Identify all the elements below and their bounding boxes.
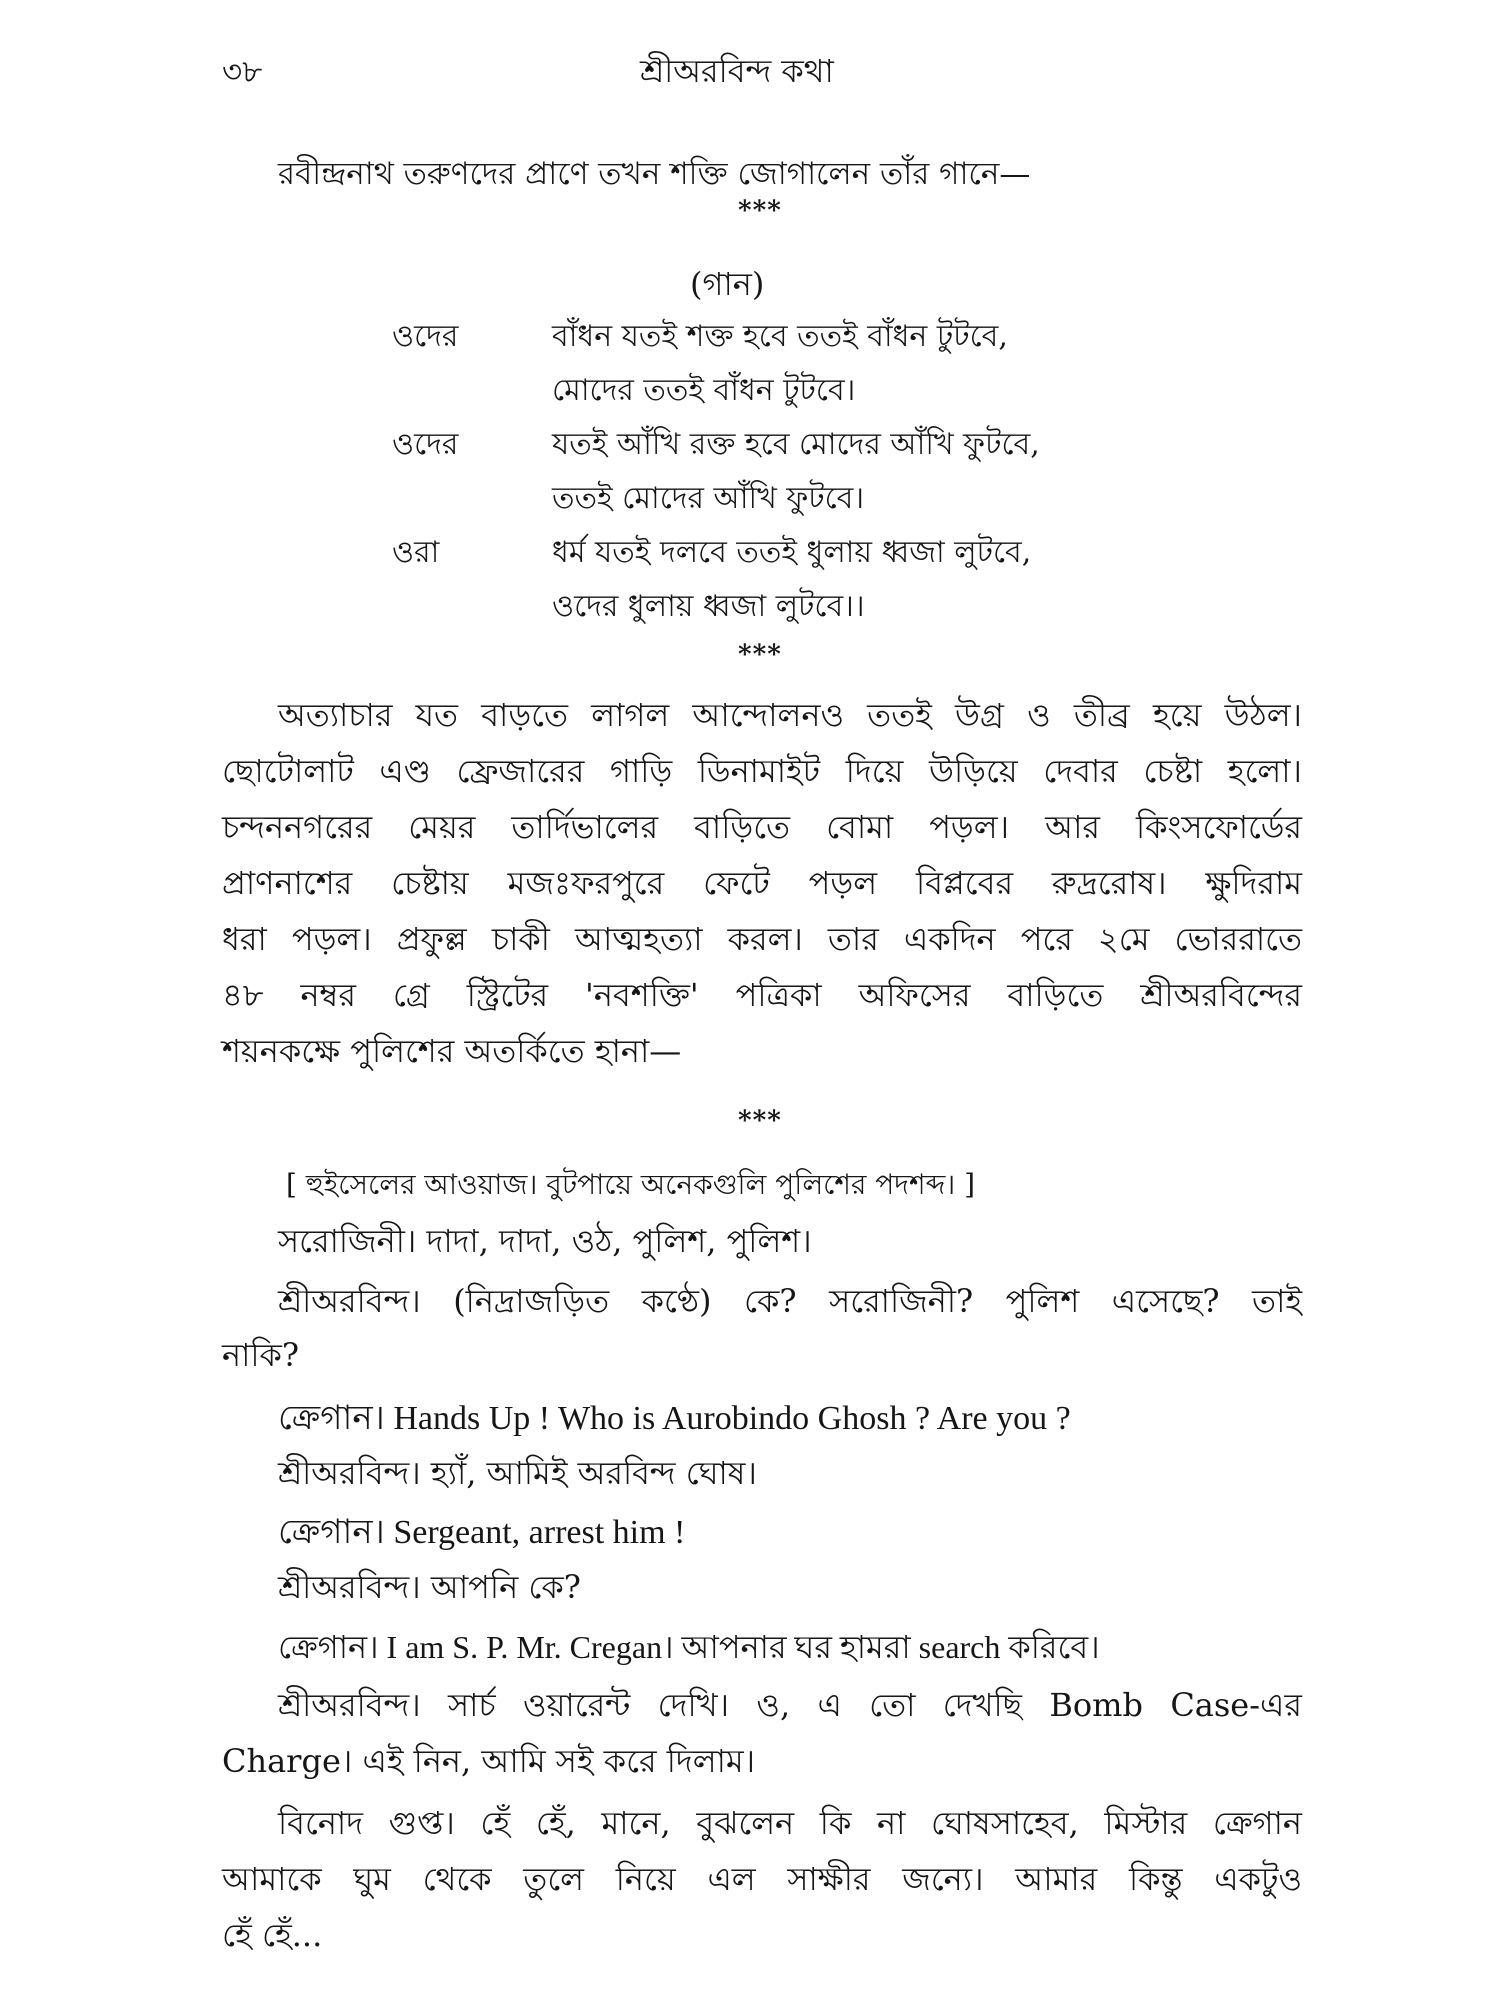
dialogue-line: ক্রেগান। Hands Up ! Who is Aurobindo Ghosh ? Are you ? [278,1400,1071,1437]
song-line: বাঁধন যতই শক্ত হবে ততই বাঁধন টুটবে, [552,319,1008,354]
dialogue-line: বিনোদ গুপ্ত। হেঁ হেঁ, মানে, বুঝলেন কি না ঘোষসাহেব, মিস্টার ক্রেগান [278,1804,1302,1842]
running-title: শ্রীঅরবিন্দ কথা [640,52,834,90]
song-line: ততই মোদের আঁখি ফুটবে। [552,481,865,516]
song-line: ওদের ধুলায় ধ্বজা লুটবে।। [552,589,865,624]
dialogue-line: শ্রীঅরবিন্দ। হ্যাঁ, আমিই অরবিন্দ ঘোষ। [278,1454,757,1492]
paragraph-line: শয়নকক্ষে পুলিশের অতর্কিতে হানা— [222,1032,682,1070]
section-separator: *** [738,1106,782,1136]
song-line: মোদের ততই বাঁধন টুটবে। [552,373,856,408]
section-separator: *** [738,640,782,670]
paragraph-line: অত্যাচার যত বাড়তে লাগল আন্দোলনও ততই উগ্র ও তীব্র হয়ে উঠল। [278,696,1302,734]
dialogue-line: সরোজিনী। দাদা, দাদা, ওঠ, পুলিশ, পুলিশ। [278,1222,812,1260]
song-line: যতই আঁখি রক্ত হবে মোদের আঁখি ফুটবে, [552,427,1040,462]
paragraph-line: ছোটোলাট এণ্ড ফ্রেজারের গাড়ি ডিনামাইট দিয়ে উড়িয়ে দেবার চেষ্টা হলো। [222,752,1302,790]
dialogue-line: নাকি? [222,1336,300,1374]
intro-line: রবীন্দ্রনাথ তরুণদের প্রাণে তখন শক্তি জোগালেন তাঁর গানে— [278,156,1031,192]
paragraph-line: ৪৮ নম্বর গ্রে স্ট্রিটের 'নবশক্তি' পত্রিকা অফিসের বাড়িতে শ্রীঅরবিন্দের [222,976,1302,1014]
song-title: (গান) [690,265,765,303]
dialogue-line: ক্রেগান। Sergeant, arrest him ! [278,1514,686,1551]
dialogue-line: Charge। এই নিন, আমি সই করে দিলাম। [222,1742,756,1780]
paragraph-line: প্রাণনাশের চেষ্টায় মজঃফরপুরে ফেটে পড়ল বিপ্লবের রুদ্ররোষ। ক্ষুদিরাম [222,864,1302,902]
paragraph-line: চন্দননগরের মেয়র তার্দিভালের বাড়িতে বোমা পড়ল। আর কিংসফোর্ডের [222,808,1302,846]
page-number: ৩৮ [222,54,263,90]
dialogue-line: শ্রীঅরবিন্দ। সার্চ ওয়ারেন্ট দেখি। ও, এ তো দেখছি Bomb Case-এর [278,1686,1302,1724]
dialogue-line: ক্রেগান। I am S. P. Mr. Cregan। আপনার ঘর হামরা search করিবে। [278,1629,1100,1665]
stage-direction: [ হুইসেলের আওয়াজ। বুটপায়ে অনেকগুলি পুলিশের পদশব্দ। ] [286,1168,976,1201]
dialogue-line: শ্রীঅরবিন্দ। (নিদ্রাজড়িত কণ্ঠে) কে? সরোজিনী? পুলিশ এসেছে? তাই [278,1282,1302,1320]
dialogue-line: আমাকে ঘুম থেকে তুলে নিয়ে এল সাক্ষীর জন্যে। আমার কিন্তু একটুও [222,1860,1302,1898]
song-line-label: ওদের [392,427,459,462]
paragraph-line: ধরা পড়ল। প্রফুল্ল চাকী আত্মহত্যা করল। তার একদিন পরে ২মে ভোররাতে [222,920,1302,958]
song-line: ধর্ম যতই দলবে ততই ধুলায় ধ্বজা লুটবে, [552,535,1032,570]
song-line-label: ওদের [392,319,459,354]
song-line-label: ওরা [392,535,440,570]
section-separator: *** [738,196,782,226]
dialogue-line: শ্রীঅরবিন্দ। আপনি কে? [278,1568,581,1606]
dialogue-line: হেঁ হেঁ... [222,1916,323,1954]
